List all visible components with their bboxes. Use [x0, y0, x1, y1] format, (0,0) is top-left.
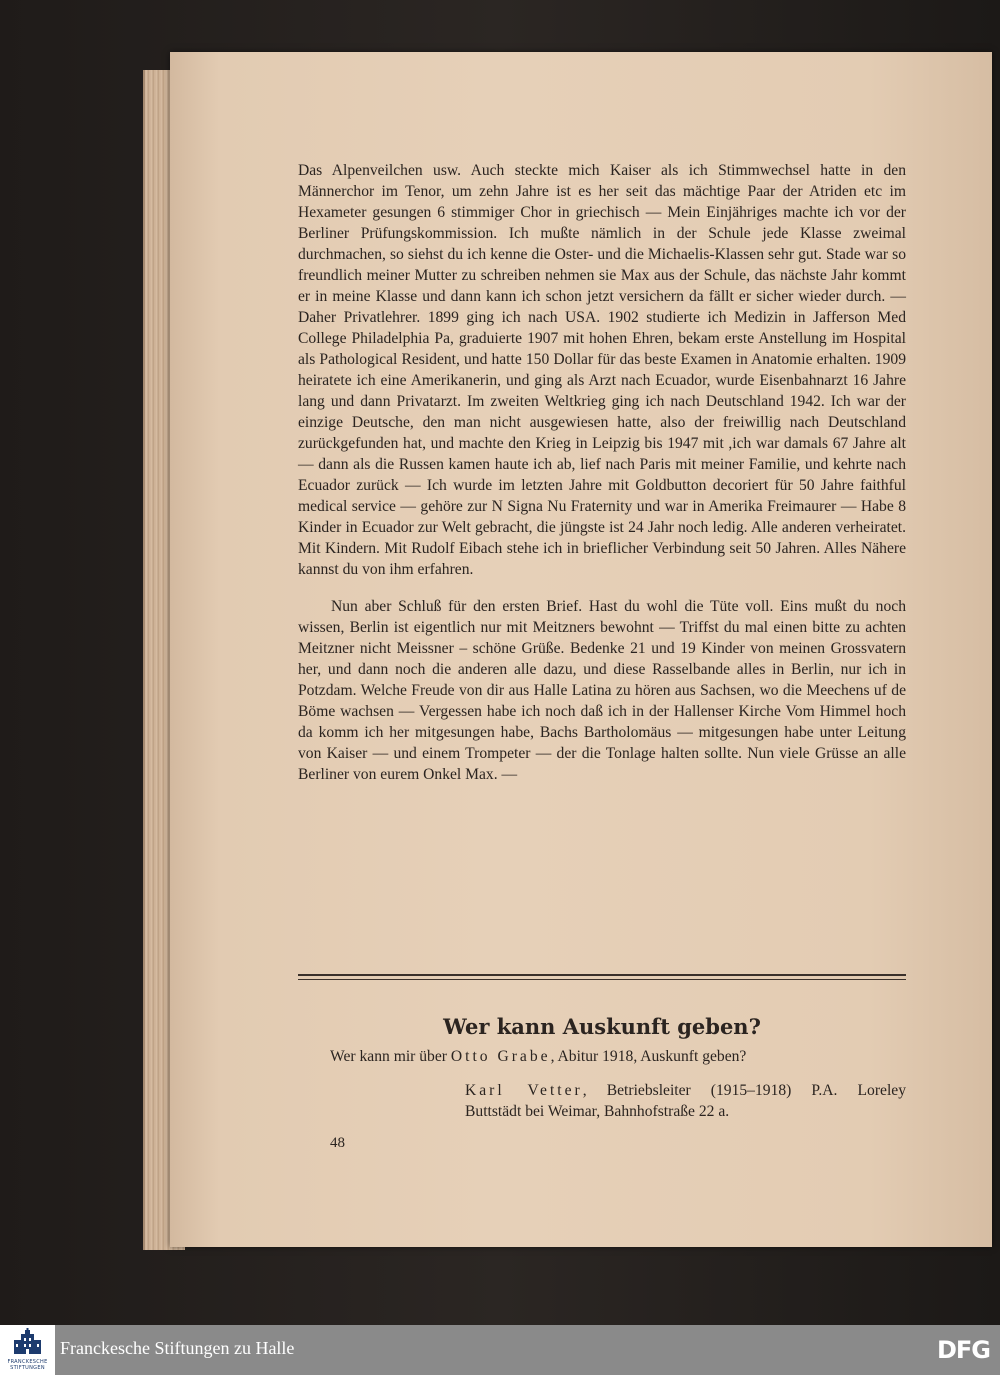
sender-line-1: [465, 1080, 906, 1101]
notice-heading: Wer kann Auskunft geben?: [443, 1014, 761, 1039]
page-body-text: [298, 160, 906, 785]
sender-address: Buttstädt bei Weimar, Bahnhofstraße 22 a.: [465, 1103, 730, 1120]
page-number: 48: [330, 1135, 345, 1151]
paragraph-1: Das Alpenveilchen usw. Auch steckte mich Kaiser als ich Stimmwechsel hatte in den Männerchor im Tenor, um zehn Jahre ist es her seit das mächtige Paar der Atriden etc im Hexameter gesungen 6 stimmiger Chor in griechisch — Mein Einjähriges machte ich vor der Berliner Prüfungskommission. Ich mußte nämlich in der Schule jede Klasse zweimal durchmachen, so siehst du ich kenne die Oster- und die Michaelis-Klassen sehr gut. Stade war so freundlich meiner Mutter zu schreiben nehmen sie Max aus der Schule, das nächste Jahr kommt er in meine Klasse und dann kann ich schon jetzt versichern da fällt er sicher wieder durch. — Daher Privatlehrer. 1899 ging ich nach USA. 1902 studierte ich Medizin in Jafferson Med College Philadelphia Pa, graduierte 1907 mit hohen Ehren, bekam erste Anstellung im Hospital als Pathological Resident, und hatte 150 Dollar für das beste Examen in Anatomie erhalten. 1909 heiratete ich eine Amerikanerin, und ging als Arzt nach Ecuador, wurde Eisenbahnarzt 16 Jahre lang und dann Privatarzt. Im zweiten Weltkrieg ging ich nach Deutschland 1942. Ich war der einzige Deutsche, den man nicht ausgewiesen hatte, also der freiwillig nach Deutschland zurückgefunden hat, und machte den Krieg in Leipzig bis 1947 mit ,ich war damals 67 Jahre alt — dann als die Russen kamen haute ich ab, lief nach Paris mit meiner Familie, und kehrte nach Ecuador zurück — Ich wurde im letzten Jahre mit Goldbutton decoriert für 50 Jahre faithful medical service — gehöre zur N Signa Nu Fraternity und war in Amerika Freimaurer — Habe 8 Kinder in Ecuador zur Welt gebracht, die jüngste ist 24 Jahr noch ledig. Alle anderen verheiratet. Mit Kindern. Mit Rudolf Eibach stehe ich in brieflicher Verbindung seit 50 Jahren. Alles Nähere kannst du von ihm erfahren.: [298, 162, 906, 578]
query-prefix: Wer kann mir über: [330, 1048, 451, 1065]
query-name: Otto Grabe: [450, 1048, 551, 1065]
dfg-logo[interactable]: DFG: [936, 1336, 990, 1364]
sender-name: Karl Vetter: [465, 1082, 583, 1099]
paragraph-2: Nun aber Schluß für den ersten Brief. Hast du wohl die Tüte voll. Eins mußt du noch wissen, Berlin ist eigentlich nur mit Meitzners bewohnt — Triffst du mal einen bitte zu achten Meitzner nicht Meissner – schöne Grüße. Bedenke 21 und 19 Kinder von meinen Grossvatern her, und dann noch die anderen alle dazu, und diese Rasselbande alles in Berlin, nur ich in Potzdam. Welche Freude von dir aus Halle Latina zu hören aus Sachsen, wo die Meechens uf de Böme wachsen — Vergessen habe ich noch daß ich in der Hallenser Kirche Vom Himmel hoch da komm ich her mitgesungen habe, Bachs Bartholomäus — mitgesungen habe unter Leitung von Kaiser — und einem Trompeter — der die Tonlage halten sollte. Nun viele Grüsse an alle Berliner von eurem Onkel Max. —: [298, 598, 906, 783]
notice-sender: [465, 1080, 906, 1122]
sender-role: , Betriebsleiter (1915–1918) P.A. Loreley: [582, 1082, 906, 1099]
book-page: [170, 52, 992, 1247]
section-divider: [298, 974, 906, 980]
query-suffix: , Abitur 1918, Auskunft geben?: [550, 1048, 747, 1065]
logo-text: FRANCKESCHE STIFTUNGEN: [7, 1359, 48, 1371]
orphanage-building-icon: [12, 1328, 43, 1358]
institution-title[interactable]: Franckesche Stiftungen zu Halle: [60, 1338, 295, 1358]
notice-query: [330, 1048, 906, 1066]
franckesche-logo[interactable]: [0, 1325, 55, 1375]
viewer-footer: [0, 1325, 1000, 1375]
